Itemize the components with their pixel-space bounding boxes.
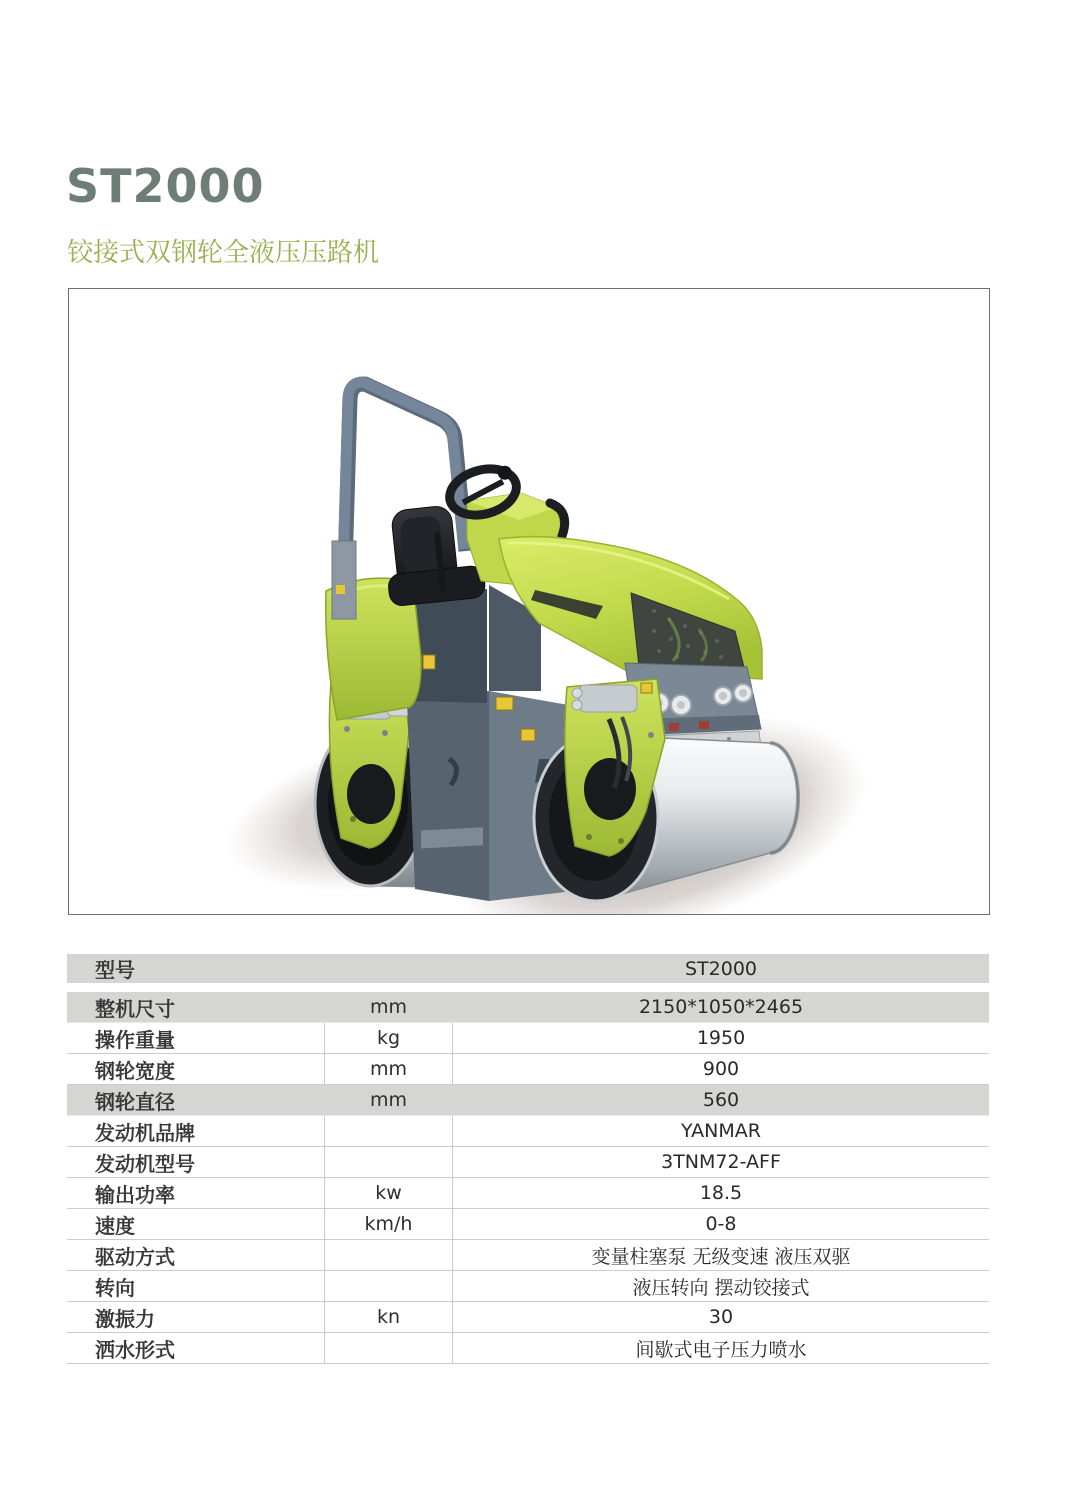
table-row xyxy=(67,1333,989,1364)
spec-value: 液压转向 摆动铰接式 xyxy=(632,1276,810,1299)
spec-unit: mm xyxy=(369,1089,408,1111)
spec-value: 3TNM72-AFF xyxy=(661,1151,781,1173)
table-header-row xyxy=(67,954,989,983)
table-gap xyxy=(67,983,989,992)
spec-unit: kg xyxy=(324,1023,453,1053)
spec-label: 钢轮宽度 xyxy=(95,1058,175,1083)
spec-value: 1950 xyxy=(696,1027,746,1049)
spec-label: 激振力 xyxy=(95,1306,155,1331)
table-row xyxy=(67,1054,989,1085)
spec-unit xyxy=(324,954,453,983)
table-row xyxy=(67,1085,989,1116)
spec-label: 发动机品牌 xyxy=(95,1120,195,1145)
spec-value: 30 xyxy=(708,1306,734,1328)
spec-unit: kw xyxy=(324,1178,453,1208)
spec-label: 钢轮直径 xyxy=(95,1089,175,1114)
spec-value: 900 xyxy=(702,1058,740,1080)
spec-unit xyxy=(324,1333,453,1363)
table-row xyxy=(67,1271,989,1302)
spec-unit xyxy=(324,1271,453,1301)
spec-label: 驱动方式 xyxy=(95,1244,175,1269)
spec-label: 整机尺寸 xyxy=(95,996,175,1021)
spec-unit: mm xyxy=(369,996,408,1018)
spec-value: 560 xyxy=(702,1089,740,1111)
table-row xyxy=(67,1023,989,1054)
spec-label: 洒水形式 xyxy=(95,1337,175,1362)
spec-table xyxy=(67,954,989,1364)
spec-unit: mm xyxy=(324,1054,453,1084)
spec-value: YANMAR xyxy=(681,1120,761,1142)
table-row xyxy=(67,1147,989,1178)
table-row xyxy=(67,1209,989,1240)
spec-value: 18.5 xyxy=(699,1182,743,1204)
table-row xyxy=(67,1302,989,1333)
spec-unit: kn xyxy=(324,1302,453,1332)
table-row xyxy=(67,1240,989,1271)
spec-label: 转向 xyxy=(95,1275,135,1300)
spec-label: 速度 xyxy=(95,1213,135,1238)
page-title: ST2000 xyxy=(66,159,265,213)
spec-value: ST2000 xyxy=(684,957,758,980)
table-row xyxy=(67,992,989,1023)
roller-machine-illustration xyxy=(69,289,989,914)
table-row xyxy=(67,1178,989,1209)
spec-label: 发动机型号 xyxy=(95,1151,195,1176)
product-image-frame xyxy=(68,288,990,915)
spec-unit xyxy=(324,1240,453,1270)
page-subtitle: 铰接式双钢轮全液压压路机 xyxy=(67,238,380,268)
spec-unit xyxy=(324,1147,453,1177)
spec-value: 间歇式电子压力喷水 xyxy=(635,1338,807,1361)
spec-label: 操作重量 xyxy=(95,1027,175,1052)
spec-unit xyxy=(324,1116,453,1146)
spec-unit: km/h xyxy=(324,1209,453,1239)
spec-label: 输出功率 xyxy=(95,1182,175,1207)
spec-rows xyxy=(67,992,989,1364)
spec-value: 0-8 xyxy=(705,1213,737,1235)
spec-value: 变量柱塞泵 无级变速 液压双驱 xyxy=(591,1245,851,1268)
table-row xyxy=(67,1116,989,1147)
spec-label: 型号 xyxy=(95,958,135,982)
spec-value: 2150*1050*2465 xyxy=(638,996,804,1018)
